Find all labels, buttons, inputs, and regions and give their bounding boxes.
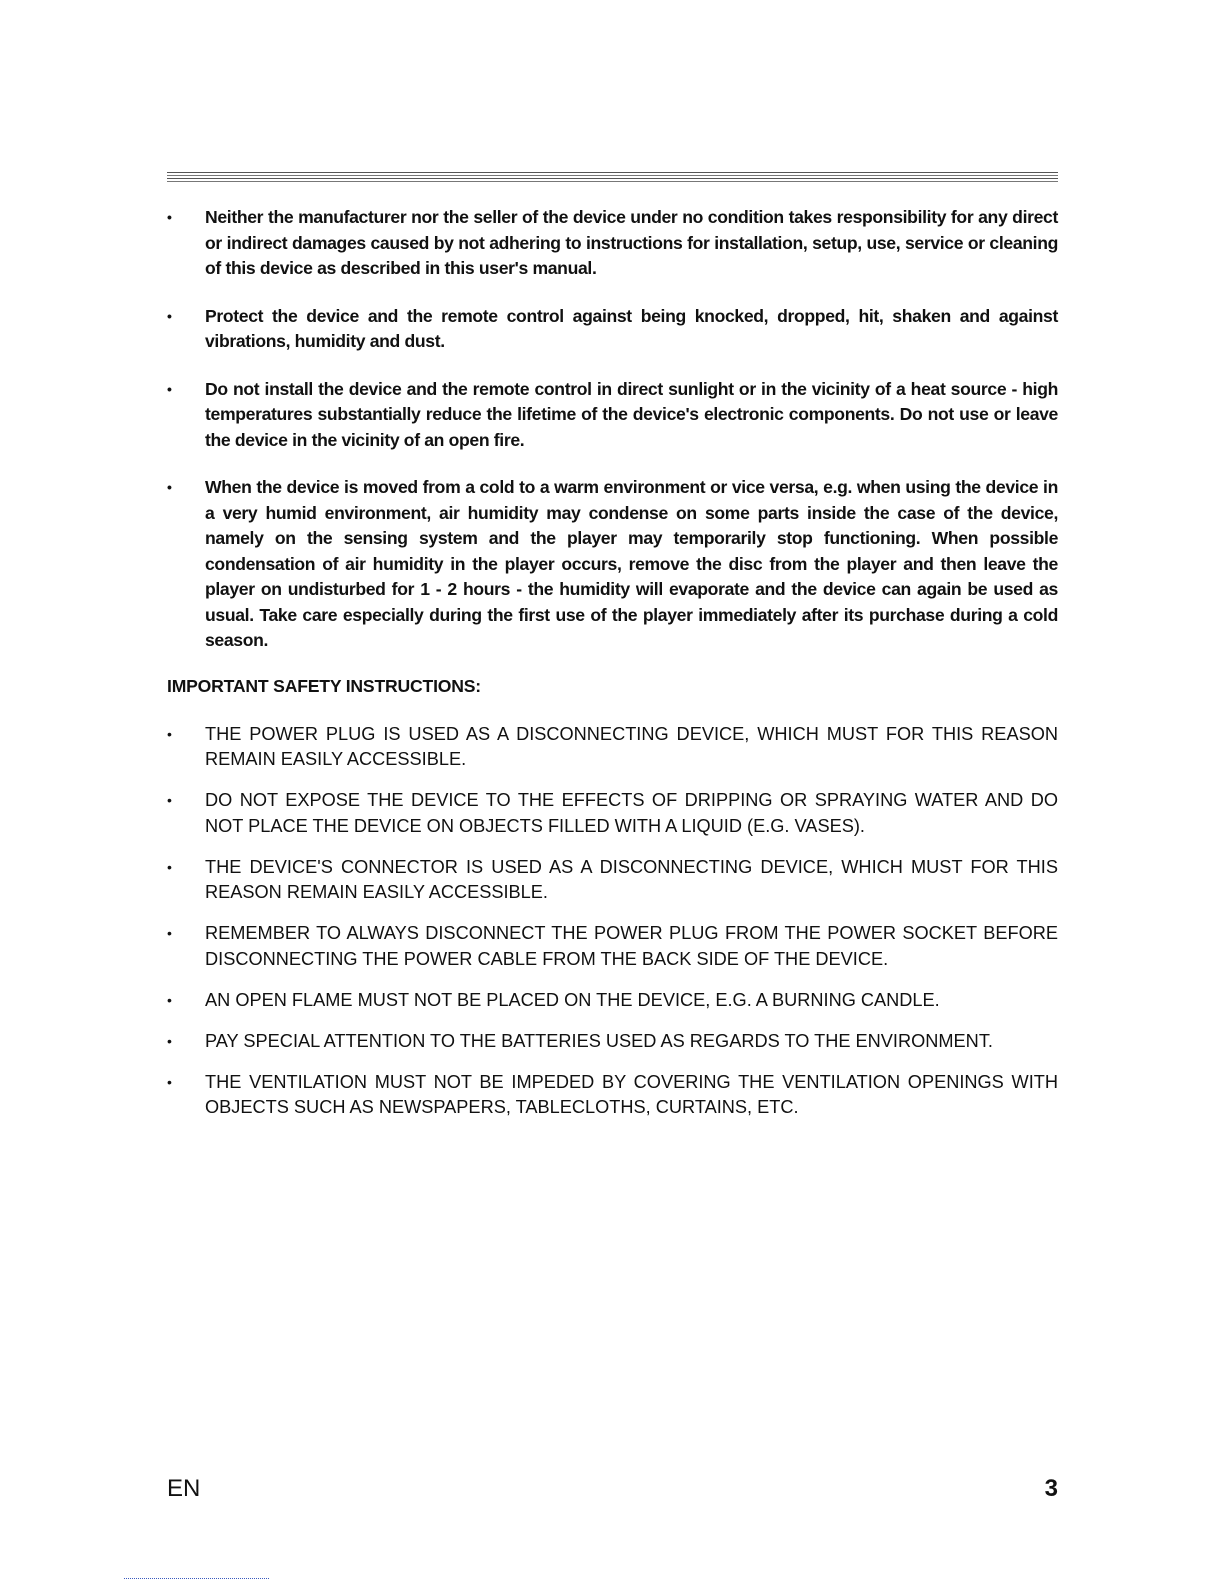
page-content [167, 205, 1058, 1136]
language-code: EN [167, 1475, 201, 1502]
intro-list [167, 205, 1058, 654]
list-item: • THE POWER PLUG IS USED AS A DISCONNECTING DEVICE, WHICH MUST FOR THIS REASON REMAIN EASILY ACCESSIBLE. [167, 722, 1058, 773]
list-item: • When the device is moved from a cold to a warm environment or vice versa, e.g. when using the device in a very humid environment, air humidity may condense on some parts inside the case of the device, namely on the sensing system and the player may temporarily stop functioning. When possible condensation of air humidity in the player occurs, remove the disc from the player and then leave the player on undisturbed for 1 - 2 hours - the humidity will evaporate and the device can again be used as usual. Take care especially during the first use of the player immediately after its purchase during a cold season. [167, 475, 1058, 654]
safety-heading: IMPORTANT SAFETY INSTRUCTIONS: [167, 675, 481, 696]
list-item: • PAY SPECIAL ATTENTION TO THE BATTERIES USED AS REGARDS TO THE ENVIRONMENT. [167, 1029, 1058, 1055]
list-item: • THE VENTILATION MUST NOT BE IMPEDED BY COVERING THE VENTILATION OPENINGS WITH OBJECTS SUCH AS NEWSPAPERS, TABLECLOTHS, CURTAINS, ETC. [167, 1070, 1058, 1121]
page-number: 3 [1044, 1475, 1058, 1502]
list-item: • AN OPEN FLAME MUST NOT BE PLACED ON THE DEVICE, E.G. A BURNING CANDLE. [167, 988, 1058, 1014]
list-item: • DO NOT EXPOSE THE DEVICE TO THE EFFECTS OF DRIPPING OR SPRAYING WATER AND DO NOT PLACE THE DEVICE ON OBJECTS FILLED WITH A LIQUID (E.G. VASES). [167, 788, 1058, 839]
list-item: • Neither the manufacturer nor the seller of the device under no condition takes responsibility for any direct or indirect damages caused by not adhering to instructions for installation, setup, use, service or cleaning of this device as described in this user's manual. [167, 205, 1058, 282]
list-item: • THE DEVICE'S CONNECTOR IS USED AS A DISCONNECTING DEVICE, WHICH MUST FOR THIS REASON REMAIN EASILY ACCESSIBLE. [167, 855, 1058, 906]
list-item: • REMEMBER TO ALWAYS DISCONNECT THE POWER PLUG FROM THE POWER SOCKET BEFORE DISCONNECTING THE POWER CABLE FROM THE BACK SIDE OF THE DEVICE. [167, 921, 1058, 972]
bottom-dotted-line [124, 1578, 269, 1579]
list-item: • Protect the device and the remote control against being knocked, dropped, hit, shaken and against vibrations, humidity and dust. [167, 304, 1058, 355]
list-item: • Do not install the device and the remote control in direct sunlight or in the vicinity of a heat source - high temperatures substantially reduce the lifetime of the device's electronic components. Do not use or leave the device in the vicinity of an open fire. [167, 377, 1058, 454]
header-rule [167, 172, 1058, 184]
safety-list [167, 722, 1058, 1121]
